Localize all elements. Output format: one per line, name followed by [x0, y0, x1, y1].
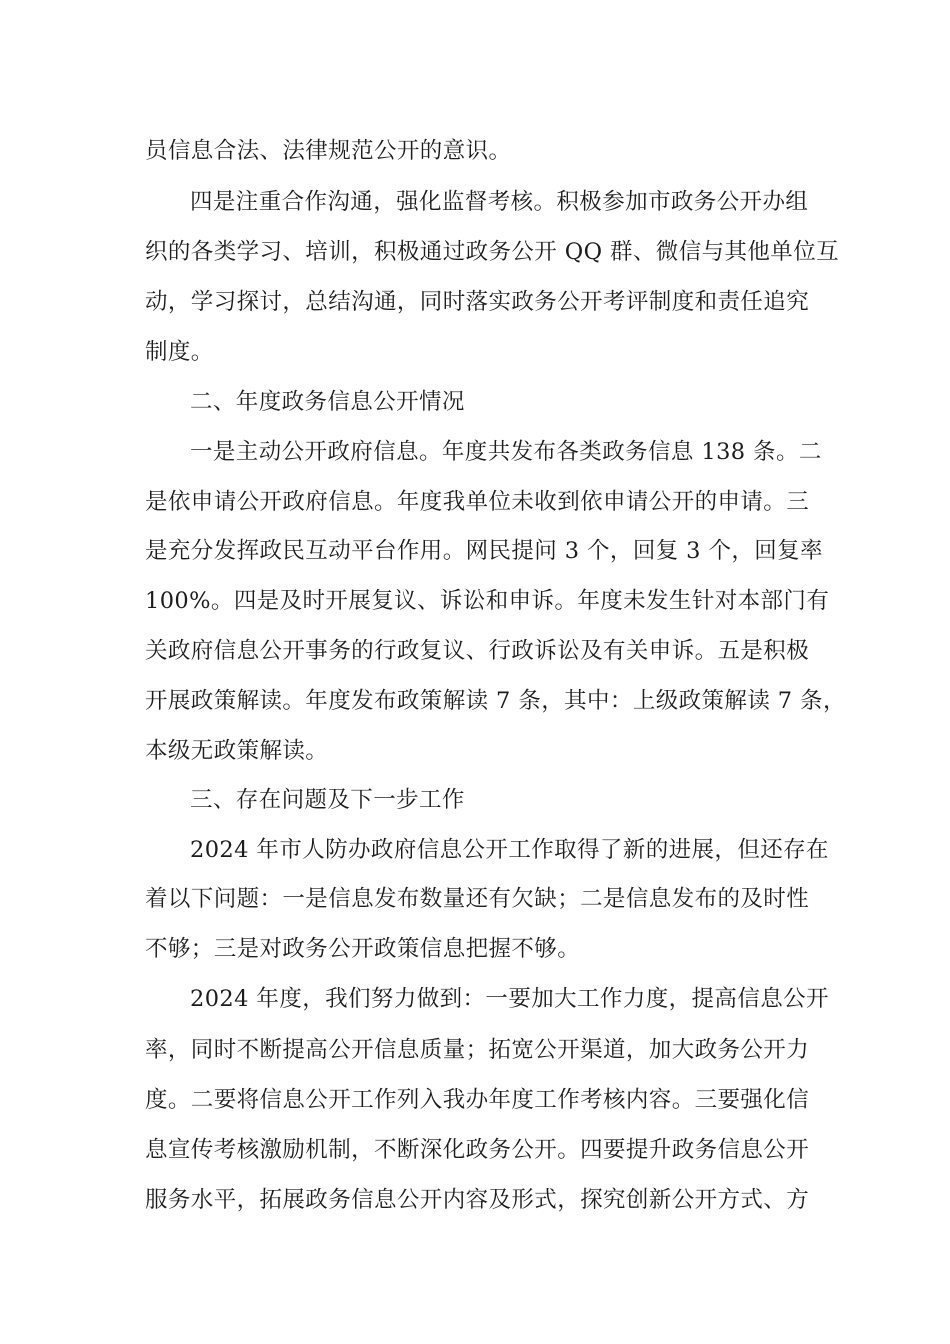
text-line: 率，同时不断提高公开信息质量；拓宽公开渠道，加大政务公开力 — [145, 1037, 810, 1063]
text-line: 是依申请公开政府信息。年度我单位未收到依申请公开的申请。三 — [145, 489, 810, 515]
text-line: 制度。 — [145, 339, 214, 365]
text-line: 度。二要将信息公开工作列入我办年度工作考核内容。三要强化信 — [145, 1087, 810, 1113]
section-heading: 二、年度政务信息公开情况 — [190, 389, 465, 415]
text-line: 息宣传考核激励机制，不断深化政务公开。四要提升政务信息公开 — [145, 1137, 810, 1163]
text-line: 100%。四是及时开展复议、诉讼和申诉。年度未发生针对本部门有 — [145, 588, 830, 614]
text-line: 一是主动公开政府信息。年度共发布各类政务信息 138 条。二 — [190, 439, 822, 465]
text-line: 2024 年度，我们努力做到：一要加大工作力度，提高信息公开 — [190, 986, 829, 1012]
text-line: 关政府信息公开事务的行政复议、行政诉讼及有关申诉。五是积极 — [145, 638, 810, 664]
text-line: 织的各类学习、培训，积极通过政务公开 QQ 群、微信与其他单位互 — [145, 239, 839, 265]
text-line: 2024 年市人防办政府信息公开工作取得了新的进展，但还存在 — [190, 837, 829, 863]
text-line: 开展政策解读。年度发布政策解读 7 条，其中：上级政策解读 7 条， — [145, 688, 846, 714]
text-line: 四是注重合作沟通，强化监督考核。积极参加市政务公开办组 — [190, 189, 809, 215]
text-line: 员信息合法、法律规范公开的意识。 — [145, 138, 512, 164]
text-line: 本级无政策解读。 — [145, 738, 329, 764]
text-line: 服务水平，拓展政务信息公开内容及形式，探究创新公开方式、方 — [145, 1187, 810, 1213]
text-line: 不够；三是对政务公开政策信息把握不够。 — [145, 936, 581, 962]
text-line: 是充分发挥政民互动平台作用。网民提问 3 个，回复 3 个，回复率 — [145, 538, 823, 564]
section-heading: 三、存在问题及下一步工作 — [190, 787, 465, 813]
text-line: 着以下问题：一是信息发布数量还有欠缺；二是信息发布的及时性 — [145, 886, 810, 912]
text-line: 动，学习探讨，总结沟通，同时落实政务公开考评制度和责任追究 — [145, 289, 810, 315]
